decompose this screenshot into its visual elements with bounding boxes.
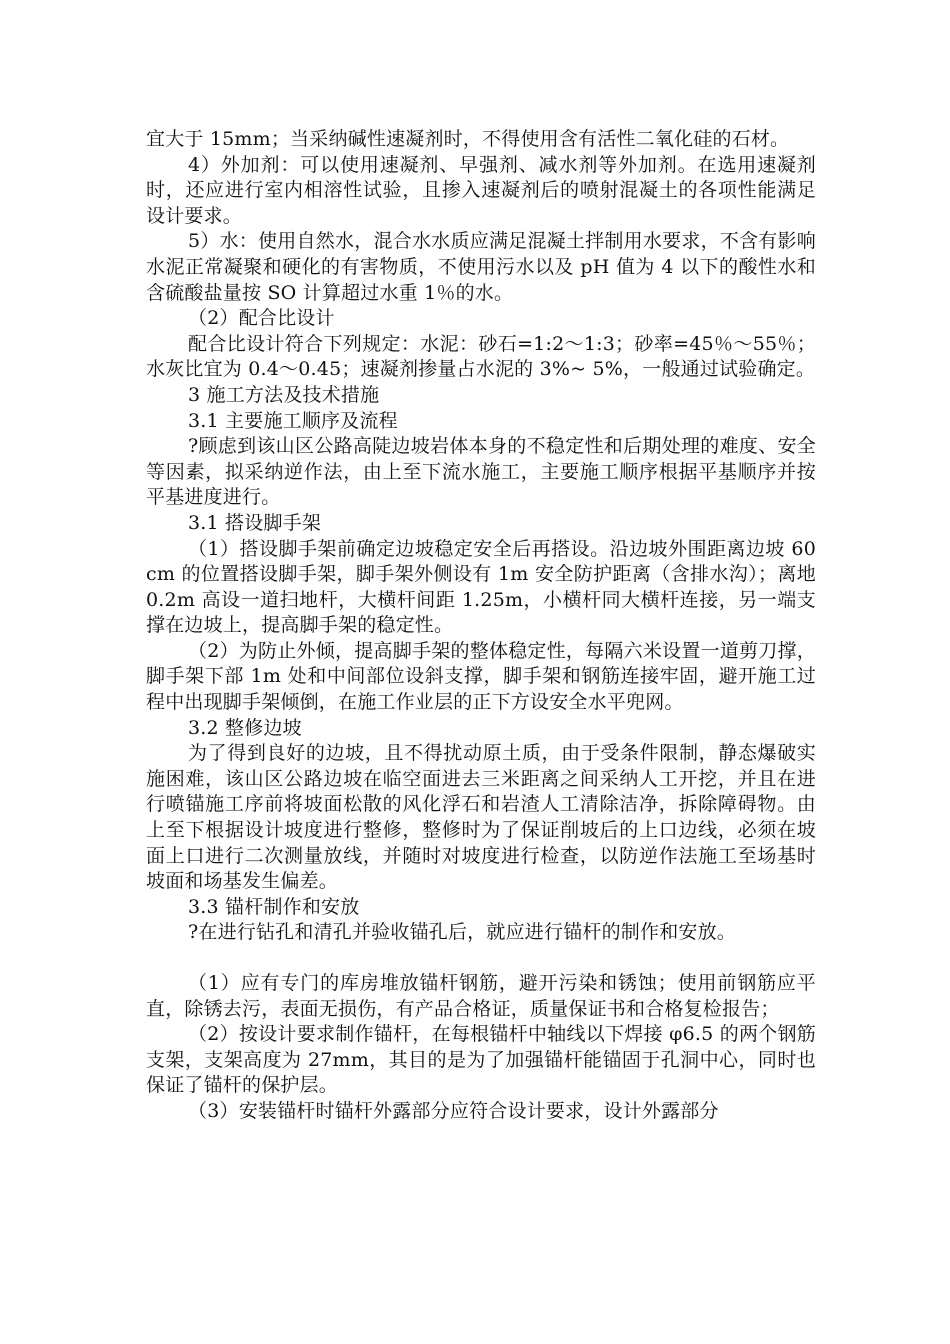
paragraph-anchor-installation: （3）安装锚杆时锚杆外露部分应符合设计要求，设计外露部分 (188, 1099, 719, 1122)
paragraph-anchor-fabrication: （2）按设计要求制作锚杆，在每根锚杆中轴线以下焊接 φ6.5 的两个钢筋支架，支架高度为 27mm，其目的是为了加强锚杆能锚固于孔洞中心，同时也保证了锚杆的保护层。 (146, 1023, 816, 1097)
heading-slope-trimming: 3.2 整修边坡 (188, 716, 302, 739)
paragraph-water: 5）水：使用自然水，混合水水质应满足混凝土拌制用水要求，不含有影响水泥正常凝聚和硬化的有害物质，不使用污水以及 pH 值为 4 以下的酸性水和含硫酸盐量按 SO 计算超过水重 1％的水。 (146, 230, 816, 304)
paragraph-continuation: 宜大于 15mm；当采纳碱性速凝剂时，不得使用含有活性二氧化硅的石材。 (146, 128, 790, 150)
paragraph-mix-design: 配合比设计符合下列规定：水泥：砂石=1:2～1:3；砂率=45％～55％；水灰比宜为 0.4～0.45；速凝剂掺量占水泥的 3%~ 5%，一般通过试验确定。 (146, 332, 816, 381)
heading-anchor-rods: 3.3 锚杆制作和安放 (188, 895, 360, 918)
heading-mix-design: （2）配合比设计 (188, 307, 335, 330)
paragraph-anchor-intro: ?在进行钻孔和清孔并验收锚孔后，就应进行锚杆的制作和安放。 (188, 921, 736, 944)
heading-construction-methods: 3 施工方法及技术措施 (188, 383, 380, 406)
heading-construction-sequence: 3.1 主要施工顺序及流程 (188, 409, 398, 432)
heading-scaffolding: 3.1 搭设脚手架 (188, 511, 322, 534)
paragraph-scaffolding-2: （2）为防止外倾，提高脚手架的整体稳定性，每隔六米设置一道剪刀撑，脚手架下部 1m 处和中间部位设斜支撑，脚手架和钢筋连接牢固，避开施工过程中出现脚手架倾倒，在施工作业层的正下方设安全水平兜网。 (146, 639, 816, 714)
paragraph-admixture: 4）外加剂：可以使用速凝剂、早强剂、减水剂等外加剂。在选用速凝剂时，还应进行室内相溶性试验，且掺入速凝剂后的喷射混凝土的各项性能满足设计要求。 (146, 153, 816, 227)
paragraph-construction-sequence: ?顾虑到该山区公路高陡边坡岩体本身的不稳定性和后期处理的难度、安全等因素，拟采纳逆作法，由上至下流水施工，主要施工顺序根据平基顺序并按平基进度进行。 (146, 435, 816, 509)
paragraph-scaffolding-1: （1）搭设脚手架前确定边坡稳定安全后再搭设。沿边坡外围距离边坡 60cm 的位置搭设脚手架，脚手架外侧设有 1m 安全防护距离（含排水沟）；离地 0.2m 高设一道扫地杆，大横杆间距 1.25m，小横杆同大横杆连接，另一端支撑在边坡上，提高脚手架的稳定性。 (146, 537, 816, 637)
paragraph-slope-trimming: 为了得到良好的边坡，且不得扰动原土质，由于受条件限制，静态爆破实施困难，该山区公路边坡在临空面进去三米距离之间采纳人工开挖，并且在进行喷锚施工序前将坡面松散的风化浮石和岩渣人工清除洁净，拆除障碍物。由上至下根据设计坡度进行整修，整修时为了保证削坡后的上口边线，必须在坡面上口进行二次测量放线，并随时对坡度进行检查，以防逆作法施工至场基时坡面和场基发生偏差。 (146, 742, 816, 893)
document-body (146, 127, 816, 1125)
paragraph-anchor-storage: （1）应有专门的库房堆放锚杆钢筋，避开污染和锈蚀；使用前钢筋应平直，除锈去污，表面无损伤，有产品合格证，质量保证书和合格复检报告； (146, 972, 816, 1020)
